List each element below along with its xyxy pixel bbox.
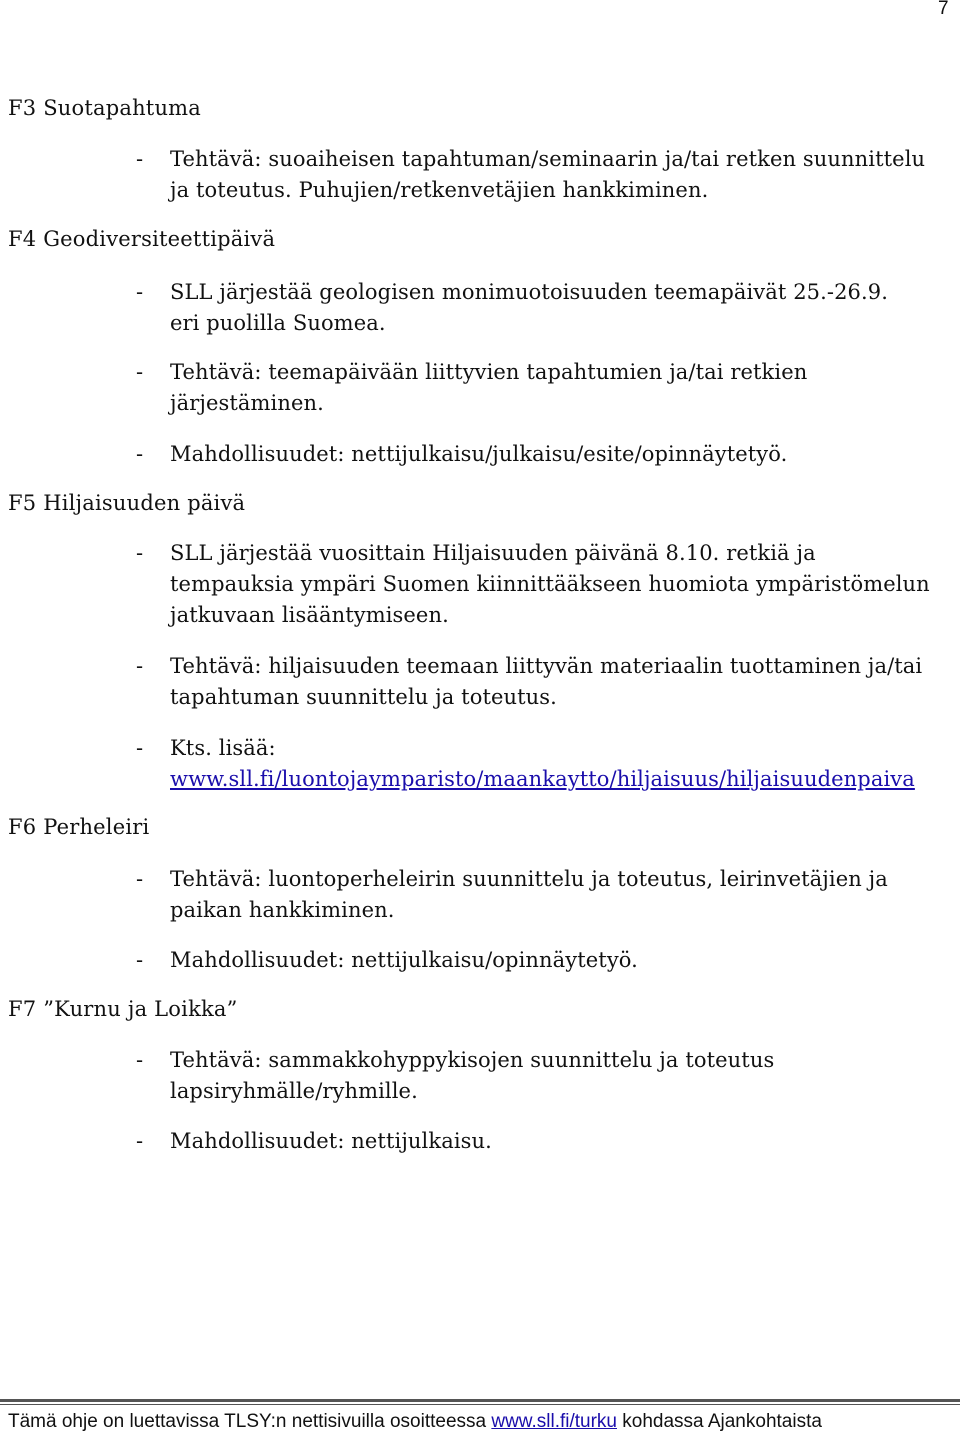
section-heading-f3: F3 Suotapahtuma (8, 96, 202, 120)
list-item-text: Tehtävä: hiljaisuuden teemaan liittyvän materiaalin tuottaminen ja/tai tapahtuman suunnittelu ja toteutus. (170, 654, 923, 709)
footer-text-after: kohdassa Ajankohtaista (617, 1411, 822, 1432)
hiljaisuudenpaiva-link[interactable]: www.sll.fi/luontojaymparisto/maankaytto/hiljaisuus/hiljaisuudenpaiva (170, 767, 915, 791)
list-item (136, 439, 956, 470)
list-item-text: Mahdollisuudet: nettijulkaisu. (170, 1129, 492, 1153)
dash-bullet: - (136, 280, 144, 304)
footer-divider (0, 1399, 960, 1402)
footer-text-before: Tämä ohje on luettavissa TLSY:n nettisivuilla osoitteessa (8, 1411, 492, 1432)
list-item-text: Tehtävä: sammakkohyppykisojen suunnittelu ja toteutus lapsiryhmälle/ryhmille. (170, 1048, 775, 1103)
page-number: 7 (938, 0, 949, 19)
section-heading-f6: F6 Perheleiri (8, 815, 150, 839)
list-item-text: SLL järjestää vuosittain Hiljaisuuden päivänä 8.10. retkiä ja tempauksia ympäri Suomen kiinnittääkseen huomiota ympäristömelun jatkuvaan lisääntymiseen. (170, 541, 930, 627)
dash-bullet: - (136, 948, 144, 972)
section-heading-f5: F5 Hiljaisuuden päivä (8, 491, 246, 515)
list-item (136, 1126, 956, 1157)
dash-bullet: - (136, 360, 144, 384)
dash-bullet: - (136, 1129, 144, 1153)
dash-bullet: - (136, 736, 144, 760)
list-item (136, 733, 956, 795)
list-item-text: SLL järjestää geologisen monimuotoisuuden teemapäivät 25.-26.9. eri puolilla Suomea. (170, 280, 889, 335)
list-item (136, 538, 956, 631)
footer-divider-thin (0, 1404, 960, 1405)
dash-bullet: - (136, 654, 144, 678)
dash-bullet: - (136, 1048, 144, 1072)
list-item-text: Tehtävä: suoaiheisen tapahtuman/seminaarin ja/tai retken suunnittelu ja toteutus. Puhujien/retkenvetäjien hankkiminen. (170, 147, 926, 202)
dash-bullet: - (136, 442, 144, 466)
footer-note (8, 1411, 822, 1433)
list-item-text: Mahdollisuudet: nettijulkaisu/julkaisu/esite/opinnäytetyö. (170, 442, 788, 466)
list-item-text: Mahdollisuudet: nettijulkaisu/opinnäytetyö. (170, 948, 638, 972)
list-item-text: Tehtävä: teemapäivään liittyvien tapahtumien ja/tai retkien järjestäminen. (170, 360, 808, 415)
footer-link[interactable]: www.sll.fi/turku (491, 1411, 617, 1432)
list-item (136, 651, 956, 713)
dash-bullet: - (136, 541, 144, 565)
dash-bullet: - (136, 147, 144, 171)
section-heading-f4: F4 Geodiversiteettipäivä (8, 227, 276, 251)
list-item (136, 277, 956, 339)
list-item (136, 357, 956, 419)
list-item-text: Kts. lisää: (170, 736, 276, 760)
dash-bullet: - (136, 867, 144, 891)
list-item (136, 864, 956, 926)
list-item (136, 945, 956, 976)
section-heading-f7: F7 ”Kurnu ja Loikka” (8, 997, 238, 1021)
list-item (136, 1045, 956, 1107)
list-item (136, 144, 956, 206)
list-item-text: Tehtävä: luontoperheleirin suunnittelu ja toteutus, leirinvetäjien ja paikan hankkiminen. (170, 867, 888, 922)
